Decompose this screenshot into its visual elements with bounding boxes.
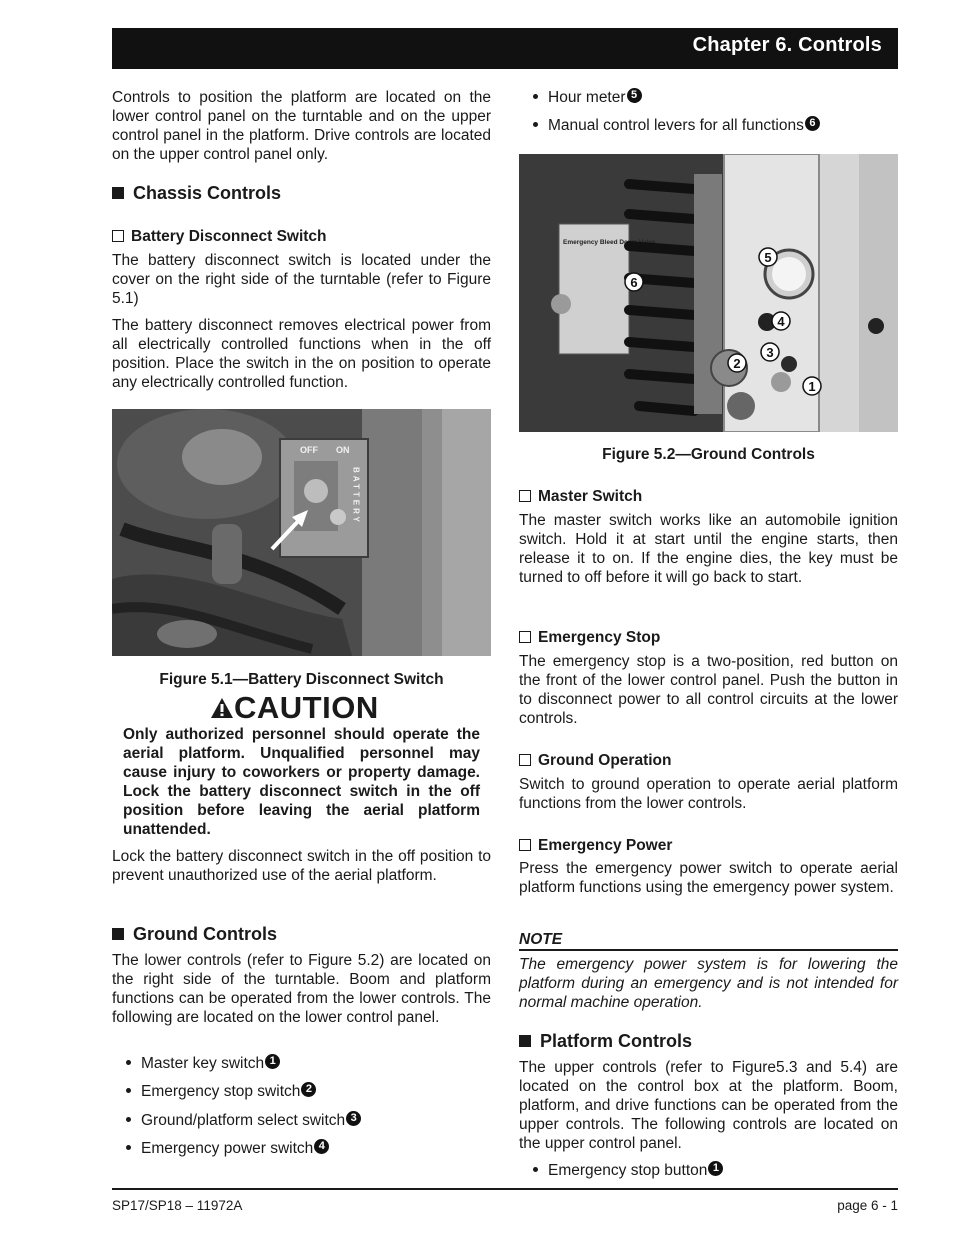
list-item: Emergency stop switch 2 [126,1082,316,1101]
ground-controls-illustration [519,154,898,432]
intro-paragraph: Controls to position the platform are located on the lower control panel on the turntable and on the upper control panel in the platform. Drive controls are located on the upper control panel only. [112,89,491,163]
list-item: Emergency stop button 1 [533,1161,723,1180]
master-paragraph: The master switch works like an automobile ignition switch. Hold it at start until the engine starts, then release it to on. If the engine dies, the key must be turned to off before it will go back to start. [519,512,898,586]
chapter-title: Chapter 6. Controls [692,34,882,56]
callout-1: 1 [808,379,816,394]
caution-heading: CAUTION [210,690,379,726]
bullet-dot-icon [126,1088,131,1093]
number-circle-icon: 6 [805,116,820,131]
footer-divider [112,1188,898,1190]
ground-paragraph: The lower controls (refer to Figure 5.2) are located on the right side of the turntable. Boom and platform functions can be operated from the lower controls. The following are located on the lower control panel. [112,952,491,1026]
master-heading: Master Switch [519,487,898,506]
checkbox-bullet-icon [112,230,124,242]
checkbox-bullet-icon [519,631,531,643]
epower-paragraph: Press the emergency power switch to operate aerial platform functions using the emergency power system. [519,860,898,896]
list-item: Emergency power switch 4 [126,1139,329,1158]
chapter-header [112,28,898,69]
battery-paragraph-1: The battery disconnect switch is located under the cover on the right side of the turntable (refer to Figure 5.1) [112,252,491,307]
square-bullet-icon [112,928,124,940]
note-paragraph: The emergency power system is for lowering the platform during an emergency and is not intended for normal machine operation. [519,956,898,1011]
note-heading: NOTE [519,931,563,948]
epower-heading: Emergency Power [519,836,898,855]
lock-paragraph: Lock the battery disconnect switch in the off position to prevent unauthorized use of the aerial platform. [112,848,491,884]
footer-page-number: page 6 - 1 [837,1198,898,1213]
bullet-dot-icon [533,94,538,99]
battery-paragraph-2: The battery disconnect removes electrical power from all electrically controlled functions when in the off position. Place the switch in the on position to operate any electrically controlled function. [112,317,491,391]
caution-text: Only authorized personnel should operate the aerial platform. Unqualified personnel may cause injury to coworkers or property damage. Lock the battery disconnect switch in the off position before leaving the aerial platform unattended. [123,726,480,838]
figure-battery-photo [112,409,491,656]
callout-3: 3 [766,345,774,360]
bullet-dot-icon [126,1145,131,1150]
number-circle-icon: 2 [301,1082,316,1097]
bullet-dot-icon [533,1167,538,1172]
warning-triangle-icon [210,696,234,720]
callout-5: 5 [764,250,772,265]
platform-paragraph: The upper controls (refer to Figure5.3 and 5.4) are located on the control box at the platform. Boom, platform, and drive functions can be operated from the upper controls. The following controls are located on the upper control panel. [519,1059,898,1152]
number-circle-icon: 5 [627,88,642,103]
switch-label-battery: BATTERY [351,467,361,525]
note-divider [519,949,898,951]
switch-label-on: ON [336,445,350,455]
platform-heading: Platform Controls [519,1032,898,1051]
switch-label-off: OFF [300,445,318,455]
callout-2: 2 [733,356,741,371]
list-item: Master key switch 1 [126,1054,280,1073]
estop-heading: Emergency Stop [519,628,898,647]
battery-heading: Battery Disconnect Switch [112,227,491,246]
battery-switch-illustration [112,409,491,656]
number-circle-icon: 3 [346,1111,361,1126]
bullet-dot-icon [533,122,538,127]
bleed-valve-label: Emergency Bleed Down Valve [563,239,656,246]
number-circle-icon: 1 [708,1161,723,1176]
checkbox-bullet-icon [519,754,531,766]
square-bullet-icon [519,1035,531,1047]
checkbox-bullet-icon [519,839,531,851]
ground-op-heading: Ground Operation [519,751,898,770]
square-bullet-icon [112,187,124,199]
callout-6: 6 [630,275,638,290]
number-circle-icon: 1 [265,1054,280,1069]
callout-4: 4 [777,314,785,329]
ground-heading: Ground Controls [112,925,491,944]
ground-op-paragraph: Switch to ground operation to operate aerial platform functions from the lower controls. [519,776,898,812]
list-item: Hour meter 5 [533,88,642,107]
figure-1-caption: Figure 5.1—Battery Disconnect Switch [159,671,444,688]
footer-document-id: SP17/SP18 – 11972A [112,1198,243,1213]
bullet-dot-icon [126,1060,131,1065]
bullet-dot-icon [126,1117,131,1122]
list-item: Manual control levers for all functions 6 [533,116,820,135]
number-circle-icon: 4 [314,1139,329,1154]
checkbox-bullet-icon [519,490,531,502]
chassis-heading: Chassis Controls [112,184,491,203]
figure-2-caption: Figure 5.2—Ground Controls [602,446,815,463]
list-item: Ground/platform select switch 3 [126,1111,361,1130]
estop-paragraph: The emergency stop is a two-position, red button on the front of the lower control panel. Push the button in to disconnect power to all control circuits at the lower controls. [519,653,898,727]
figure-ground-controls-photo [519,154,898,432]
